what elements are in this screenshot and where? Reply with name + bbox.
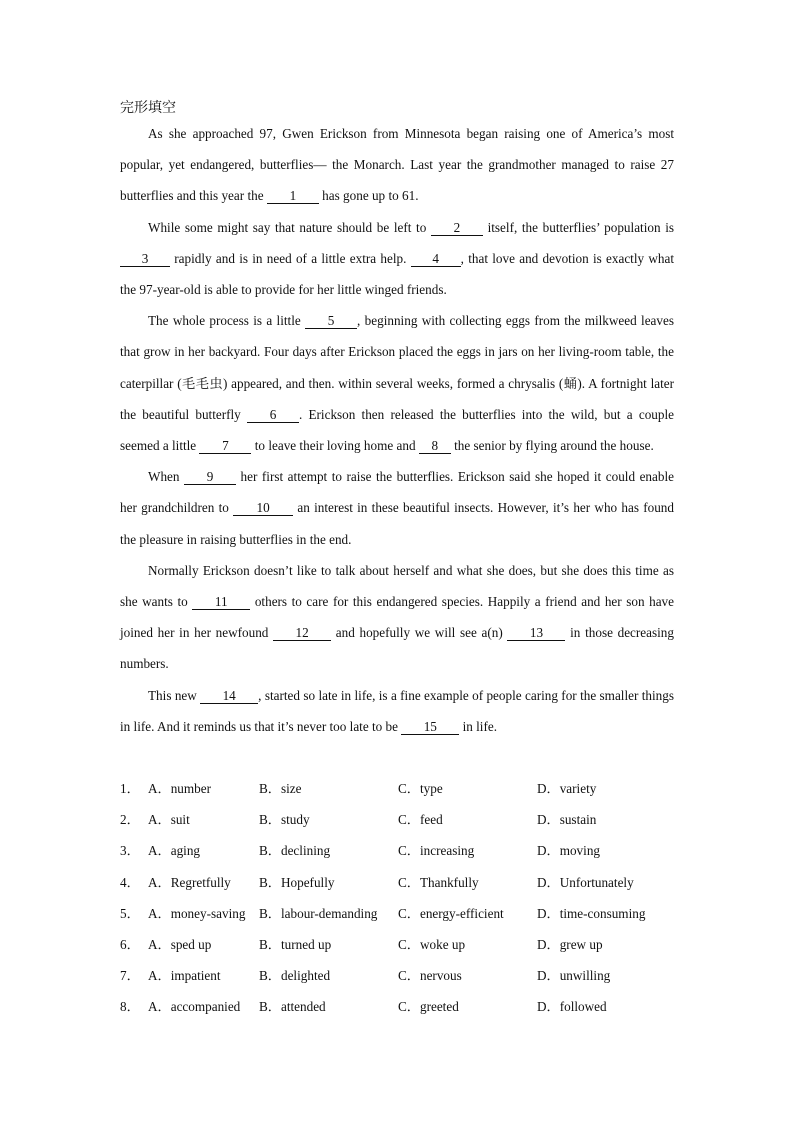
passage-text: in those decreasing numbers. bbox=[120, 625, 674, 672]
paragraph-3 bbox=[120, 305, 674, 461]
passage-text: and hopefully we will see a(n) bbox=[331, 625, 508, 641]
blank-1: 1 bbox=[267, 188, 319, 204]
passage-text: to leave their loving home and bbox=[251, 438, 419, 454]
passage-text: The whole process is a little bbox=[148, 313, 306, 329]
paragraph-1 bbox=[120, 118, 674, 212]
blank-10: 10 bbox=[233, 500, 293, 516]
option-c: C．energy-efficient bbox=[398, 905, 504, 921]
blank-13: 13 bbox=[507, 625, 565, 641]
option-d: D．time-consuming bbox=[537, 905, 646, 921]
question-number: 5． bbox=[120, 905, 140, 921]
option-a: A．aging bbox=[148, 843, 201, 859]
blank-3: 3 bbox=[120, 251, 170, 267]
option-b: B．labour-demanding bbox=[259, 905, 378, 921]
passage-text: When bbox=[148, 469, 185, 485]
passage-text: While some might say that nature should be left to bbox=[148, 219, 431, 235]
blank-9: 9 bbox=[184, 469, 236, 485]
question-row bbox=[120, 897, 680, 928]
option-c: C．greeted bbox=[398, 999, 459, 1015]
option-d: D．moving bbox=[537, 843, 601, 859]
option-b: B．size bbox=[259, 781, 302, 797]
question-options bbox=[120, 772, 680, 1022]
passage bbox=[120, 118, 674, 742]
blank-2: 2 bbox=[431, 220, 483, 236]
question-number: 3． bbox=[120, 843, 140, 859]
option-d: D．unwilling bbox=[537, 968, 611, 984]
paragraph-2 bbox=[120, 212, 674, 306]
passage-text: rapidly and is in need of a little extra help. bbox=[170, 250, 411, 266]
passage-text: This new bbox=[148, 687, 201, 703]
question-number: 1． bbox=[120, 781, 140, 797]
option-d: D．followed bbox=[537, 999, 607, 1015]
passage-text: others to care for this endangered species. Happily a friend and her son have joined her in her newfound bbox=[120, 594, 674, 641]
blank-12: 12 bbox=[273, 625, 331, 641]
passage-text: Normally Erickson doesn’t like to talk about herself and what she does, but she does this time as she wants to bbox=[120, 562, 674, 610]
question-row bbox=[120, 866, 680, 897]
blank-7: 7 bbox=[199, 438, 251, 454]
option-b: B．attended bbox=[259, 999, 326, 1015]
option-a: A．suit bbox=[148, 812, 190, 828]
option-c: C．Thankfully bbox=[398, 874, 479, 890]
option-c: C．increasing bbox=[398, 843, 475, 859]
option-c: C．feed bbox=[398, 812, 443, 828]
option-b: B．Hopefully bbox=[259, 874, 335, 890]
option-d: D．sustain bbox=[537, 812, 597, 828]
blank-14: 14 bbox=[200, 688, 258, 704]
paragraph-4 bbox=[120, 461, 674, 555]
passage-text: in life. bbox=[459, 718, 498, 734]
passage-text: , that love and devotion is exactly what the 97-year-old is able to provide for her little winged friends. bbox=[120, 250, 674, 298]
option-c: C．nervous bbox=[398, 968, 462, 984]
passage-text: has gone up to 61. bbox=[318, 188, 419, 204]
option-b: B．delighted bbox=[259, 968, 331, 984]
paragraph-5 bbox=[120, 555, 674, 680]
option-b: B．study bbox=[259, 812, 310, 828]
question-row bbox=[120, 772, 680, 803]
passage-text: , started so late in life, is a fine example of people caring for the smaller things in life. And it reminds us that it’s never too late to be bbox=[120, 687, 674, 734]
option-b: B．turned up bbox=[259, 937, 332, 953]
option-c: C．woke up bbox=[398, 937, 466, 953]
section-title: 完形填空 bbox=[120, 100, 176, 116]
question-row bbox=[120, 928, 680, 959]
question-row bbox=[120, 990, 680, 1021]
option-c: C．type bbox=[398, 781, 443, 797]
question-row bbox=[120, 803, 680, 834]
option-b: B．declining bbox=[259, 843, 331, 859]
blank-4: 4 bbox=[411, 251, 461, 267]
option-a: A．money-saving bbox=[148, 905, 246, 921]
option-a: A．number bbox=[148, 781, 211, 797]
blank-6: 6 bbox=[247, 407, 299, 423]
paragraph-6 bbox=[120, 680, 674, 742]
passage-text: itself, the butterflies’ population is bbox=[482, 219, 674, 235]
option-a: A．sped up bbox=[148, 937, 212, 953]
option-d: D．Unfortunately bbox=[537, 874, 634, 890]
option-a: A．impatient bbox=[148, 968, 221, 984]
option-d: D．grew up bbox=[537, 937, 603, 953]
question-number: 7． bbox=[120, 968, 140, 984]
passage-text: As she approached 97, Gwen Erickson from Minnesota began raising one of America’s most popular, yet endangered, butterflies— the Monarch. Last year the grandmother managed to raise 27 butterflies and this year the bbox=[120, 126, 674, 204]
question-row bbox=[120, 834, 680, 865]
question-number: 8． bbox=[120, 999, 140, 1015]
question-number: 6． bbox=[120, 937, 140, 953]
option-a: A．accompanied bbox=[148, 999, 241, 1015]
passage-text: . Erickson then released the butterflies into the wild, but a couple seemed a little bbox=[120, 406, 674, 454]
option-a: A．Regretfully bbox=[148, 874, 231, 890]
passage-text: , beginning with collecting eggs from the milkweed leaves that grow in her backyard. Four days after Erickson placed the eggs in jars on her living-room table, the caterpillar (毛毛虫) appeared, and then. within several weeks, formed a chrysalis (蛹). A fortnight later the beautiful butterfly bbox=[120, 313, 674, 422]
blank-11: 11 bbox=[192, 594, 250, 610]
question-number: 4． bbox=[120, 874, 140, 890]
blank-15: 15 bbox=[401, 719, 459, 735]
blank-8: 8 bbox=[419, 438, 451, 454]
passage-text: the senior by flying around the house. bbox=[450, 438, 654, 454]
blank-5: 5 bbox=[305, 313, 357, 329]
passage-text: her first attempt to raise the butterflies. Erickson said she hoped it could enable her grandchildren to bbox=[120, 469, 674, 516]
option-d: D．variety bbox=[537, 781, 597, 797]
question-number: 2． bbox=[120, 812, 140, 828]
passage-text: an interest in these beautiful insects. However, it’s her who has found the pleasure in raising butterflies in the end. bbox=[120, 500, 674, 547]
question-row bbox=[120, 959, 680, 990]
